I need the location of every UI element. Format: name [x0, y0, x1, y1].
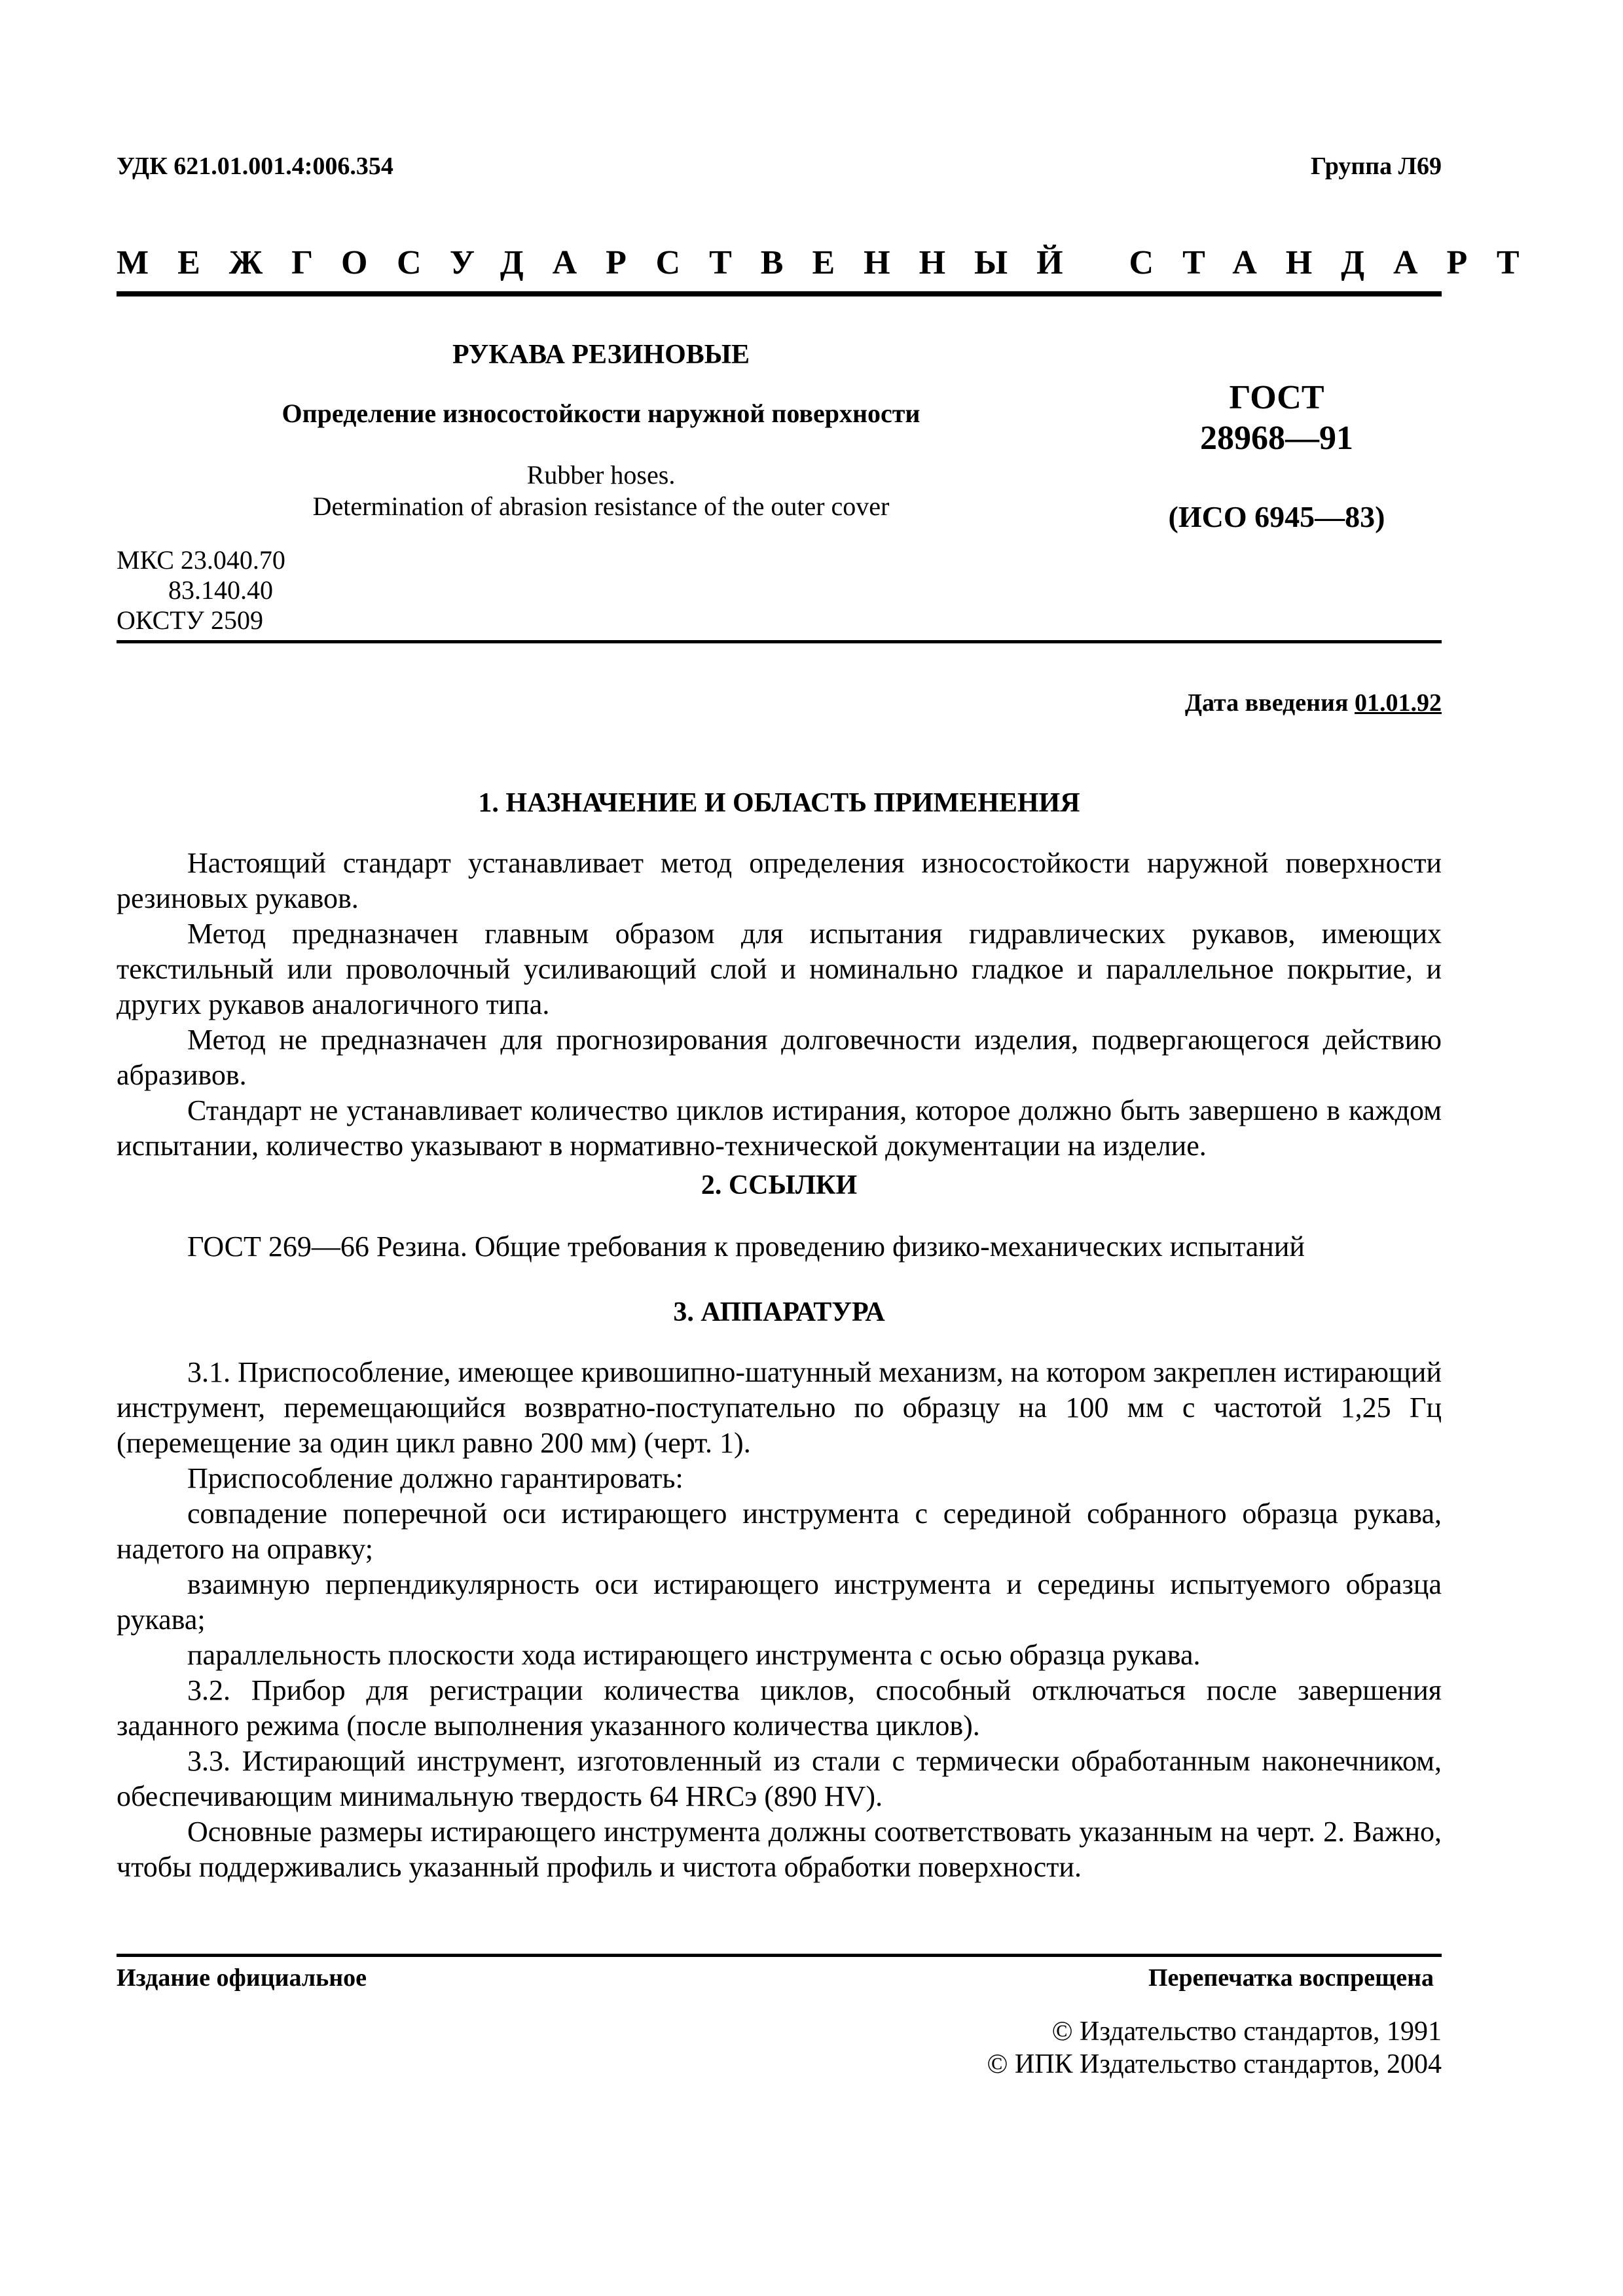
- gost-label: ГОСТ: [1229, 379, 1324, 416]
- section-3-paragraph: 3.3. Истирающий инструмент, изготовленный из стали с термически обработанным наконечником, обеспечивающим минимальную твердость 64 HRCэ (890 HV).: [117, 1745, 1442, 1812]
- iso-reference: (ИСО 6945—83): [1168, 500, 1385, 533]
- intro-date: [982, 689, 1442, 717]
- intro-date-label: Дата введения: [1184, 689, 1349, 717]
- section-3-paragraph: 3.1. Приспособление, имеющее кривошипно-шатунный механизм, на котором закреплен истирающий инструмент, перемещающийся возвратно-поступательно по образцу на 100 мм с частотой 1,25 Гц (перемещение за один цикл равно 200 мм) (черт. 1).: [117, 1356, 1442, 1459]
- title-block-rule: [117, 640, 1442, 643]
- footer-rule: [117, 1954, 1442, 1957]
- udk-code: УДК 621.01.001.4:006.354: [117, 152, 393, 180]
- section-1-paragraph: Метод предназначен главным образом для испытания гидравлических рукавов, имеющих текстильный или проволочный усиливающий слой и номинально гладкое и параллельное покрытие, и других рукавов аналогичного типа.: [117, 918, 1442, 1020]
- section-2-body: [117, 1229, 1442, 1265]
- standard-type: МЕЖГОСУДАРСТВЕННЫЙ СТАНДАРТ: [117, 244, 1548, 281]
- reprint-notice: Перепечатка воспрещена: [1148, 1964, 1434, 1992]
- section-3-paragraph: совпадение поперечной оси истирающего инструмента с серединой собранного образца рукава, надетого на оправку;: [117, 1498, 1442, 1565]
- section-3-paragraph: параллельность плоскости хода истирающего инструмента с осью образца рукава.: [187, 1639, 1201, 1671]
- reference-item: ГОСТ 269—66 Резина. Общие требования к проведению физико-механических испытаний: [187, 1230, 1305, 1263]
- mks-code-2: 83.140.40: [168, 575, 273, 605]
- english-title-line2: Determination of abrasion resistance of the outer cover: [312, 492, 890, 521]
- copyright-line-1: © Издательство стандартов, 1991: [1051, 2017, 1442, 2047]
- section-3-paragraph: Приспособление должно гарантировать:: [187, 1462, 684, 1494]
- section-1-paragraph: Настоящий стандарт устанавливает метод определения износостойкости наружной поверхности резиновых рукавов.: [117, 847, 1442, 914]
- section-3-paragraph: 3.2. Прибор для регистрации количества циклов, способный отключаться после завершения заданного режима (после выполнения указанного количества циклов).: [117, 1674, 1442, 1742]
- section-1-paragraph: Метод не предназначен для прогнозирования долговечности изделия, подвергающегося действию абразивов.: [117, 1024, 1442, 1091]
- doc-title: РУКАВА РЕЗИНОВЫЕ: [452, 340, 750, 370]
- doc-subtitle: Определение износостойкости наружной поверхности: [282, 399, 921, 428]
- section-3-title: 3. АППАРАТУРА: [673, 1297, 885, 1327]
- gost-number: 28968—91: [1200, 420, 1353, 457]
- section-3-paragraph: взаимную перпендикулярность оси истирающего инструмента и середины испытуемого образца рукава;: [117, 1568, 1442, 1636]
- intro-date-value: 01.01.92: [1355, 689, 1442, 717]
- section-2-title: 2. ССЫЛКИ: [701, 1170, 858, 1200]
- section-1-title: 1. НАЗНАЧЕНИЕ И ОБЛАСТЬ ПРИМЕНЕНИЯ: [478, 788, 1080, 818]
- group-code: Группа Л69: [1310, 152, 1442, 180]
- section-1-paragraph: Стандарт не устанавливает количество циклов истирания, которое должно быть завершено в каждом испытании, количество указывают в нормативно-технической документации на изделие.: [117, 1094, 1442, 1162]
- copyright-line-2: © ИПК Издательство стандартов, 2004: [987, 2049, 1442, 2079]
- okstu-code: ОКСТУ 2509: [117, 605, 264, 635]
- english-title-line1: Rubber hoses.: [526, 460, 676, 490]
- section-3-body: [117, 1355, 1442, 1885]
- header-rule: [117, 291, 1442, 296]
- section-1-body: [117, 846, 1442, 1164]
- section-3-paragraph: Основные размеры истирающего инструмента должны соответствовать указанным на черт. 2. Важно, чтобы поддерживались указанный профиль и чистота обработки поверхности.: [117, 1816, 1442, 1883]
- mks-code-1: МКС 23.040.70: [117, 545, 285, 575]
- edition-label: Издание официальное: [117, 1964, 367, 1992]
